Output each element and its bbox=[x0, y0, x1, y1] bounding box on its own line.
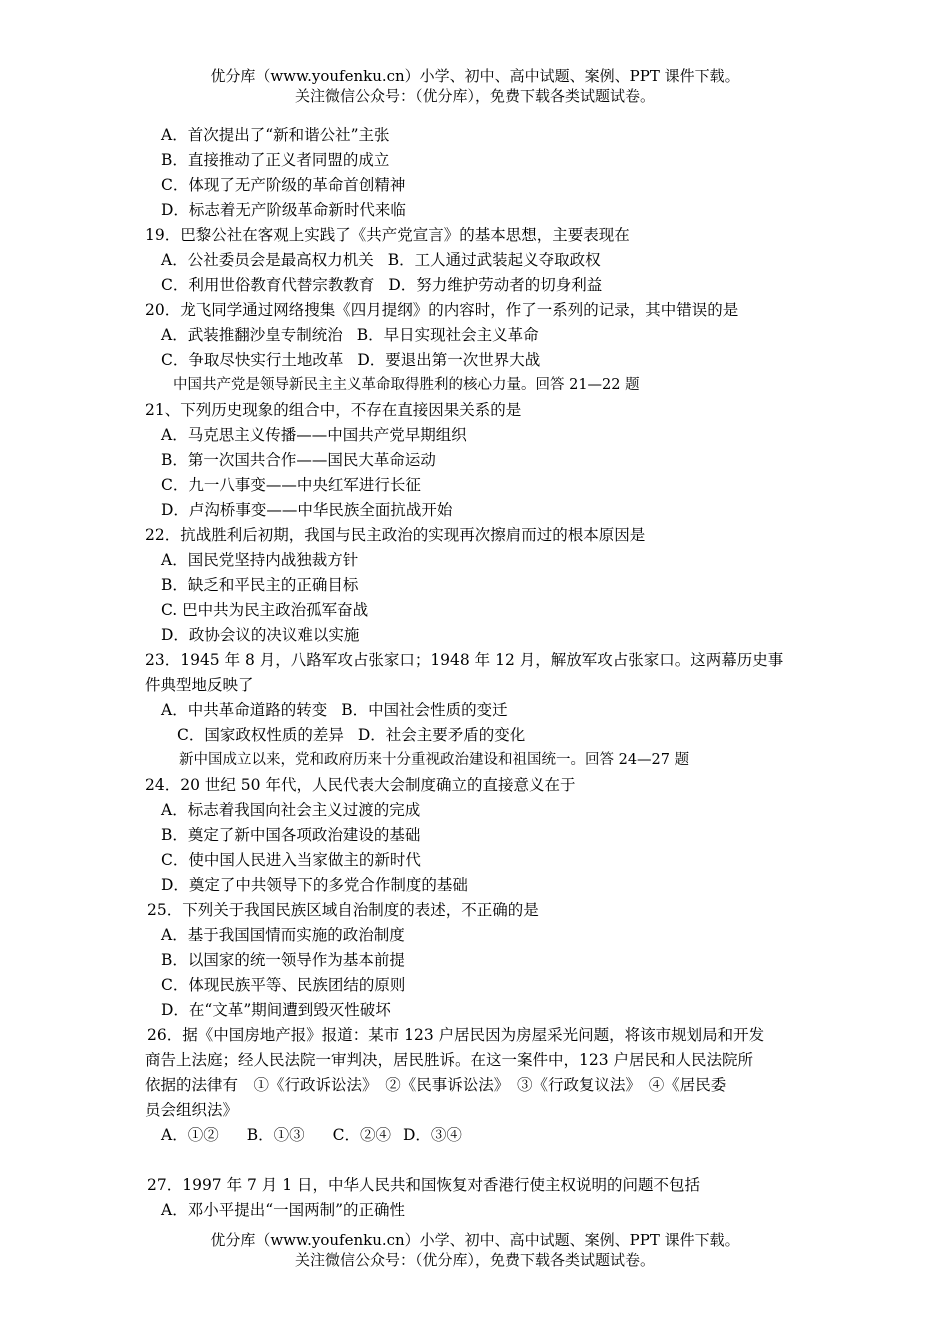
q25-option-d: D．在“文革”期间遭到毁灭性破坏 bbox=[161, 1001, 391, 1019]
intro-24-27: 新中国成立以来，党和政府历来十分重视政治建设和祖国统一。回答 24—27 题 bbox=[179, 752, 690, 768]
q26-line-3: 依据的法律有 ①《行政诉讼法》 ②《民事诉讼法》 ③《行政复议法》 ④《居民委 bbox=[145, 1076, 727, 1094]
exam-content bbox=[145, 123, 810, 1223]
q26-options bbox=[145, 1123, 810, 1148]
q22-option-c: C. 巴中共为民主政治孤军奋战 bbox=[161, 601, 369, 619]
footer-line-1: 优分库（www.youfenku.cn）小学、初中、高中试题、案例、PPT 课件下载。 bbox=[210, 1231, 740, 1249]
q20-option-a: A．武装推翻沙皇专制统治 bbox=[161, 326, 343, 344]
footer-line-2: 关注微信公众号：（优分库），免费下载各类试题试卷。 bbox=[294, 1251, 655, 1269]
q26-option-b: B．①③ bbox=[246, 1126, 305, 1144]
q24-option-d: D．奠定了中共领导下的多党合作制度的基础 bbox=[161, 876, 468, 894]
q25-stem: 25．下列关于我国民族区域自治制度的表述，不正确的是 bbox=[147, 901, 539, 919]
intro-21-22: 中国共产党是领导新民主主义革命取得胜利的核心力量。回答 21—22 题 bbox=[173, 377, 640, 393]
q21-option-a: A．马克思主义传播——中国共产党早期组织 bbox=[161, 426, 467, 444]
q21-option-b: B．第一次国共合作——国民大革命运动 bbox=[161, 451, 436, 469]
q18-option-c: C．体现了无产阶级的革命首创精神 bbox=[161, 176, 406, 194]
q19-stem: 19．巴黎公社在客观上实践了《共产党宣言》的基本思想，主要表现在 bbox=[145, 226, 630, 244]
q23-stem-line-2: 件典型地反映了 bbox=[145, 676, 254, 694]
q20-stem: 20．龙飞同学通过网络搜集《四月提纲》的内容时，作了一系列的记录，其中错误的是 bbox=[145, 301, 739, 319]
q23-option-a: A．中共革命道路的转变 bbox=[161, 701, 328, 719]
q23-options-cd bbox=[145, 723, 810, 748]
q26-line-2: 商告上法庭；经人民法院一审判决，居民胜诉。在这一案件中，123 户居民和人民法院所 bbox=[145, 1051, 754, 1069]
header-line-1: 优分库（www.youfenku.cn）小学、初中、高中试题、案例、PPT 课件下载。 bbox=[210, 67, 740, 85]
q26-option-a: A．①② bbox=[161, 1126, 219, 1144]
q20-options-cd bbox=[145, 348, 810, 373]
q27-stem: 27．1997 年 7 月 1 日，中华人民共和国恢复对香港行使主权说明的问题不包括 bbox=[147, 1176, 701, 1194]
q24-option-c: C．使中国人民进入当家做主的新时代 bbox=[161, 851, 421, 869]
q23-option-d: D．社会主要矛盾的变化 bbox=[357, 726, 526, 744]
q19-option-d: D．努力维护劳动者的切身利益 bbox=[388, 276, 603, 294]
q20-option-c: C．争取尽快实行土地改革 bbox=[161, 351, 344, 369]
q19-options-ab bbox=[145, 248, 810, 273]
q23-option-b: B．中国社会性质的变迁 bbox=[341, 701, 508, 719]
q19-option-c: C．利用世俗教育代替宗教教育 bbox=[161, 276, 375, 294]
q25-option-c: C．体现民族平等、民族团结的原则 bbox=[161, 976, 406, 994]
q19-option-a: A．公社委员会是最高权力机关 bbox=[161, 251, 374, 269]
spacer bbox=[145, 1148, 810, 1173]
q26-option-d: D．③④ bbox=[402, 1126, 462, 1144]
q22-option-b: B．缺乏和平民主的正确目标 bbox=[161, 576, 359, 594]
q23-options-ab bbox=[145, 698, 810, 723]
q18-option-b: B．直接推动了正义者同盟的成立 bbox=[161, 151, 390, 169]
q18-option-d: D．标志着无产阶级革命新时代来临 bbox=[161, 201, 406, 219]
page-header bbox=[0, 66, 950, 106]
q21-stem: 21、下列历史现象的组合中，不存在直接因果关系的是 bbox=[145, 401, 522, 419]
q20-options-ab bbox=[145, 323, 810, 348]
q26-line-4: 员会组织法》 bbox=[145, 1101, 239, 1119]
q26-line-1: 26．据《中国房地产报》报道：某市 123 户居民因为房屋采光问题，将该市规划局和开发 bbox=[147, 1026, 765, 1044]
q19-options-cd bbox=[145, 273, 810, 298]
q19-option-b: B．工人通过武装起义夺取政权 bbox=[387, 251, 601, 269]
q24-option-b: B．奠定了新中国各项政治建设的基础 bbox=[161, 826, 421, 844]
q23-stem-line-1: 23．1945 年 8 月，八路军攻占张家口；1948 年 12 月，解放军攻占张家口。这两幕历史事 bbox=[145, 651, 784, 669]
q22-option-d: D．政协会议的决议难以实施 bbox=[161, 626, 360, 644]
q21-option-d: D．卢沟桥事变——中华民族全面抗战开始 bbox=[161, 501, 453, 519]
q20-option-b: B．早日实现社会主义革命 bbox=[356, 326, 539, 344]
q24-option-a: A．标志着我国向社会主义过渡的完成 bbox=[161, 801, 421, 819]
q18-option-a: A．首次提出了“新和谐公社”主张 bbox=[161, 126, 390, 144]
q22-stem: 22．抗战胜利后初期，我国与民主政治的实现再次擦肩而过的根本原因是 bbox=[145, 526, 646, 544]
q20-option-d: D．要退出第一次世界大战 bbox=[357, 351, 541, 369]
q23-option-c: C．国家政权性质的差异 bbox=[177, 726, 344, 744]
page-footer bbox=[0, 1230, 950, 1270]
q27-option-a: A．邓小平提出“一国两制”的正确性 bbox=[161, 1201, 406, 1219]
q25-option-b: B．以国家的统一领导作为基本前提 bbox=[161, 951, 405, 969]
q21-option-c: C．九一八事变——中央红军进行长征 bbox=[161, 476, 421, 494]
q25-option-a: A．基于我国国情而实施的政治制度 bbox=[161, 926, 405, 944]
q26-option-c: C．②④ bbox=[332, 1126, 391, 1144]
header-line-2: 关注微信公众号：（优分库），免费下载各类试题试卷。 bbox=[294, 87, 655, 105]
q22-option-a: A．国民党坚持内战独裁方针 bbox=[161, 551, 359, 569]
q24-stem: 24．20 世纪 50 年代，人民代表大会制度确立的直接意义在于 bbox=[145, 776, 576, 794]
